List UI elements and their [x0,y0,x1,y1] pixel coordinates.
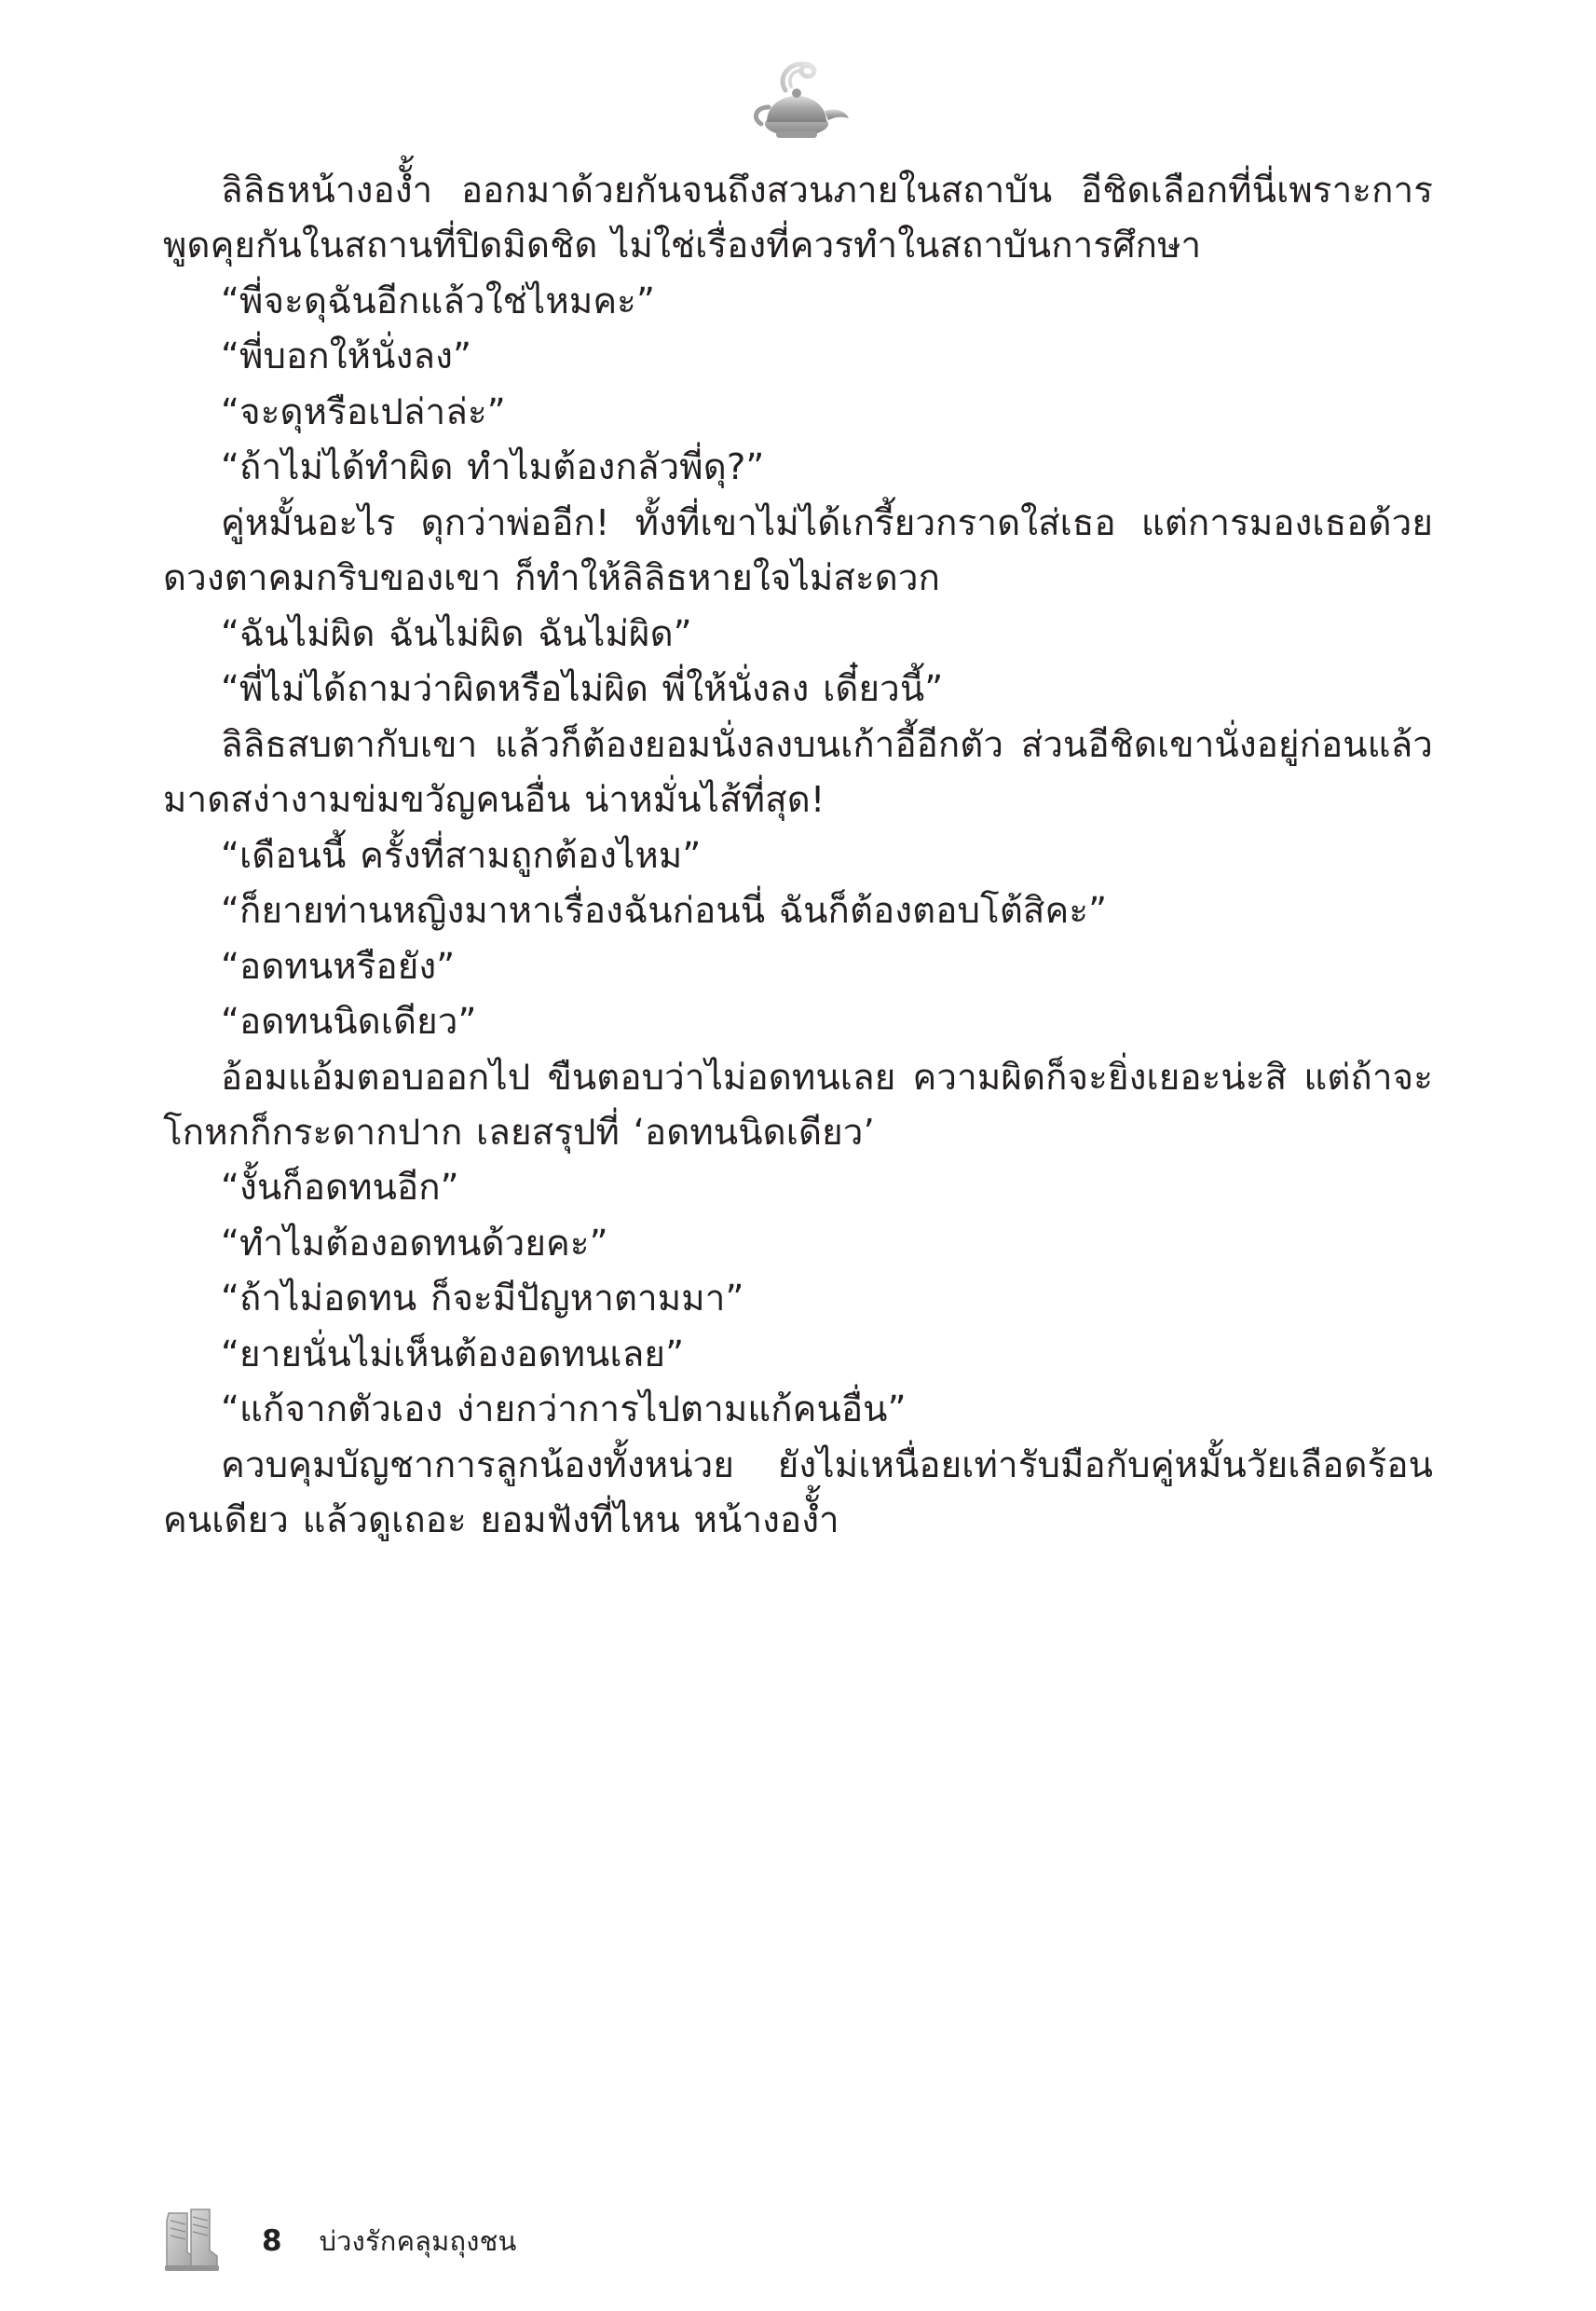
header-ornament [0,0,1596,163]
genie-lamp-icon [743,49,854,152]
paragraph: ลิลิธหน้างองั้ำ ออกมาด้วยกันจนถึงสวนภายในสถาบัน อีชิดเลือกที่นี่เพราะการพูดคุยกันในสถานที่ปิดมิดชิด ไม่ใช่เรื่องที่ควรทำในสถาบันการศึกษา [163,170,1433,267]
dialogue-line: “ถ้าไม่อดทน ก็จะมีปัญหาตามมา” [221,1278,744,1320]
dialogue-line: “ก็ยายท่านหญิงมาหาเรื่องฉันก่อนนี่ ฉันก็ต้องตอบโต้สิคะ” [221,890,1108,933]
page-body [0,163,1596,2171]
paragraph: คู่หมั้นอะไร ดุกว่าพ่ออีก! ทั้งที่เขาไม่ได้เกรี้ยวกราดใส่เธอ แต่การมองเธอด้วยดวงตาคมกริบของเขา ก็ทำให้ลิลิธหายใจไม่สะดวก [163,501,1433,600]
dialogue-line: “อดทนหรือยัง” [221,945,456,988]
dialogue-line: “พี่จะดุฉันอีกแล้วใช่ไหมคะ” [221,280,655,322]
page-number: 8 [262,2224,282,2258]
dialogue-line: “อดทนนิดเดียว” [221,1001,477,1044]
dialogue-line: “ยายนั่นไม่เห็นต้องอดทนเลย” [221,1333,685,1375]
dialogue-line: “ถ้าไม่ได้ทำผิด ทำไมต้องกลัวพี่ดุ?” [221,446,765,489]
page-footer [0,2171,1596,2311]
paragraph: อ้อมแอ้มตอบออกไป ขืนตอบว่าไม่อดทนเลย ความผิดก็จะยิ่งเยอะน่ะสิ แต่ถ้าจะโกหกก็กระดากปาก เลยสรุปที่ ‘อดทนนิดเดียว’ [163,1056,1433,1154]
dialogue-line: “พี่ไม่ได้ถามว่าผิดหรือไม่ผิด พี่ให้นั่งลง เดี๋ยวนี้” [221,668,944,711]
dialogue-line: “ทำไมต้องอดทนด้วยคะ” [221,1222,608,1265]
paragraph: ลิลิธสบตากับเขา แล้วก็ต้องยอมนั่งลงบนเก้าอี้อีกตัว ส่วนอีชิดเขานั่งอยู่ก่อนแล้ว มาดสง่างามข่มขวัญคนอื่น น่าหมั่นไส้ที่สุด! [163,723,1433,822]
book-title: บ่วงรักคลุมถุงชน [319,2225,517,2257]
dialogue-line: “เดือนนี้ ครั้งที่สามถูกต้องไหม” [221,834,702,877]
dialogue-line: “งั้นก็อดทนอีก” [221,1167,459,1210]
dialogue-line: “จะดุหรือเปล่าล่ะ” [221,390,506,433]
paragraph: ควบคุมบัญชาการลูกน้องทั้งหน่วย ยังไม่เหนื่อยเท่ารับมือกับคู่หมั้นวัยเลือดร้อนคนเดียว แล้วดูเถอะ ยอมฟังที่ไหน หน้างองั้ำ [163,1443,1433,1542]
boot-icon [163,2204,221,2278]
dialogue-line: “แก้จากตัวเอง ง่ายกว่าการไปตามแก้คนอื่น” [221,1388,907,1431]
dialogue-line: “ฉันไม่ผิด ฉันไม่ผิด ฉันไม่ผิด” [221,612,692,655]
dialogue-line: “พี่บอกให้นั่งลง” [221,335,472,378]
